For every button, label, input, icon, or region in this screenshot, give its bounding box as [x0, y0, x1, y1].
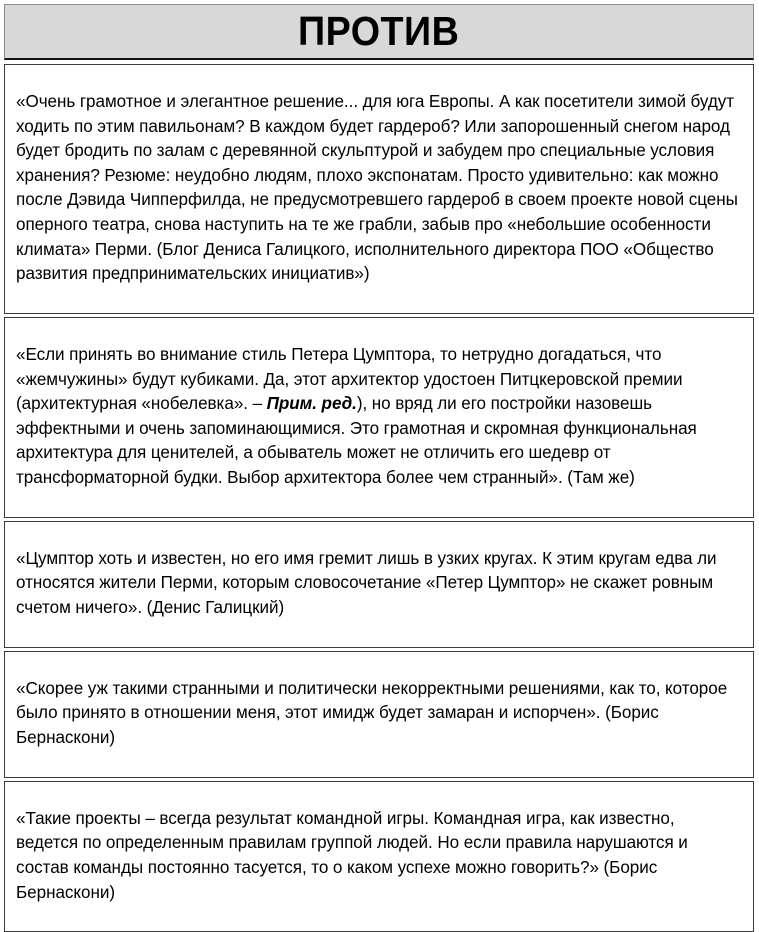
quote-block-5 [4, 781, 754, 932]
quote-text-2 [16, 343, 741, 491]
quote-text-2-part-b: ), но вряд ли его постройки назовешь эффектными и очень запоминающимися. Это грамотная и скромная функциональная архитектура для ценителей, а обыватель может не отличить его шедевр от трансформаторной будки. Выбор архитектора более чем странный». (Там же) [16, 394, 697, 487]
page-title: ПРОТИВ [298, 8, 460, 54]
quote-block-4 [4, 651, 754, 778]
quote-text-4 [16, 677, 741, 751]
quote-block-1 [4, 64, 754, 314]
quote-text-5-part-a: «Такие проекты – всегда результат командной игры. Командная игра, как известно, ведется по определенным правилам группой людей. Но если правила нарушаются и состав команды постоянно тасуется, то о каком успехе можно говорить?» (Борис Бернаскони) [16, 808, 688, 902]
quote-text-3-part-a: «Цумптор хоть и известен, но его имя гремит лишь в узких кругах. К этим кругам едва ли относятся жители Перми, которым словосочетание «Петер Цумптор» не скажет ровным счетом ничего». (Денис Галицкий) [16, 548, 717, 617]
quote-text-4-part-a: «Скорее уж такими странными и политически некорректными решениями, как то, которое было принято в отношении меня, этот имидж будет замаран и испорчен». (Борис Бернаскони) [16, 678, 728, 747]
table-header-band [4, 4, 754, 60]
quote-block-3 [4, 521, 754, 648]
quote-list [4, 64, 754, 932]
quote-text-5 [16, 807, 741, 905]
quote-text-3 [16, 547, 741, 621]
quote-text-1 [16, 90, 741, 287]
quote-text-2-part-a: «Если принять во внимание стиль Петера Цумптора, то нетрудно догадаться, что «жемчужины» будут кубиками. Да, этот архитектор удостоен Питцкеровской премии (архитектурная «нобелевка». – [16, 345, 683, 414]
quote-text-1-part-a: «Очень грамотное и элегантное решение... для юга Европы. А как посетители зимой будут ходить по этим павильонам? В каждом будет гардероб? Или запорошенный снегом народ будет бродить по залам с деревянной скульптурой и забудем про специальные условия хранения? Резюме: неудобно людям, плохо экспонатам. Просто удивительно: как можно после Дэвида Чипперфилда, не предусмотревшего гардероб в своем проекте новой сцены оперного театра, снова наступить на те же грабли, забыв про «небольшие особенности климата» Перми. (Блог Дениса Галицкого, исполнительного директора ПОО «Общество развития предпринимательских инициатив») [16, 92, 738, 284]
quote-text-2-editorial-note: Прим. ред. [266, 394, 357, 414]
quote-block-2 [4, 317, 754, 518]
